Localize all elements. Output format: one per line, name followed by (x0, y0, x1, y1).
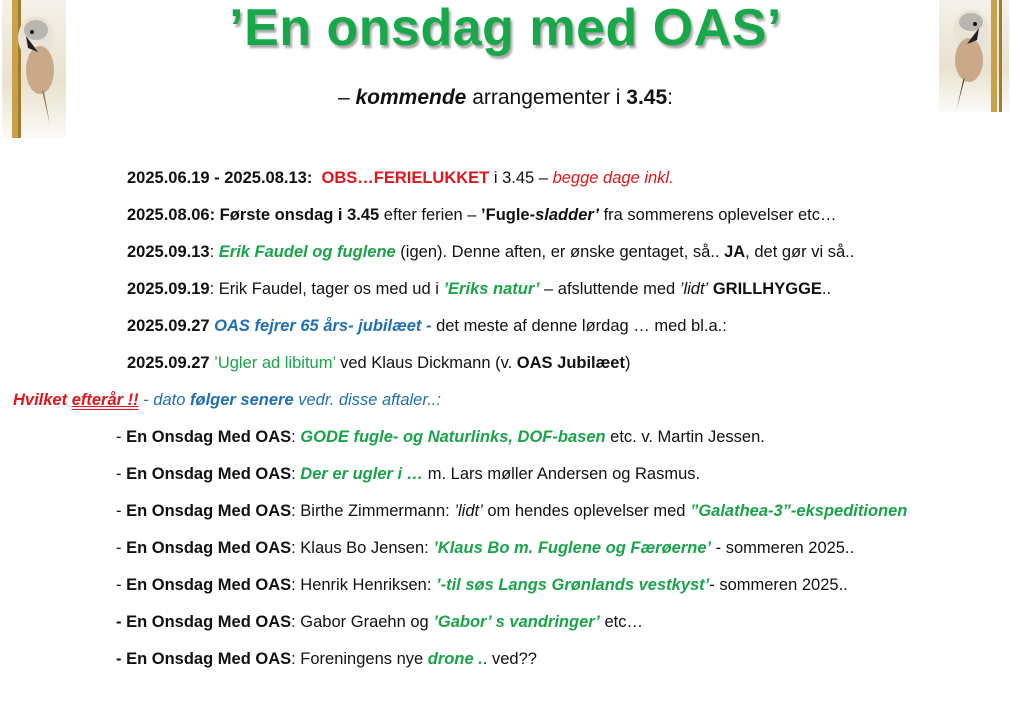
event-row: 2025.09.27 ’Ugler ad libitum’ ved Klaus Dickmann (v. OAS Jubilæet) (127, 354, 631, 372)
session-item: - En Onsdag Med OAS: Foreningens nye drone .. ved?? (116, 650, 537, 668)
session-item: - En Onsdag Med OAS: Der er ugler i … m. Lars møller Andersen og Rasmus. (116, 465, 701, 483)
session-item: - En Onsdag Med OAS: Birthe Zimmermann: ’lidt’ om hendes oplevelser med ”Galathea-3”-ekspeditionen (116, 502, 908, 520)
page-subtitle: – kommende arrangementer i 3.45: (337, 86, 674, 109)
session-item: - En Onsdag Med OAS: Gabor Graehn og ’Gabor’ s vandringer’ etc… (116, 613, 643, 631)
event-row: 2025.06.19 - 2025.08.13: OBS…FERIELUKKET i 3.45 – begge dage inkl. (127, 169, 674, 187)
event-row: 2025.09.19: Erik Faudel, tager os med ud i ’Eriks natur’ – afsluttende med ’lidt’ GRILLHYGGE.. (127, 280, 832, 298)
event-row: 2025.09.13: Erik Faudel og fuglene (igen). Denne aften, er ønske gentaget, så.. JA, det gør vi så.. (127, 243, 855, 261)
event-row: 2025.09.27 OAS fejrer 65 års- jubilæet - det meste af denne lørdag … med bl.a.: (127, 317, 727, 335)
later-heading: Hvilket efterår !! - dato følger senere vedr. disse aftaler..: (13, 391, 441, 409)
page-title: ’En onsdag med OAS’ (229, 0, 782, 57)
session-item: - En Onsdag Med OAS: GODE fugle- og Naturlinks, DOF-basen etc. v. Martin Jessen. (116, 428, 765, 446)
session-item: - En Onsdag Med OAS: Klaus Bo Jensen: ’Klaus Bo m. Fuglene og Færøerne’ - sommeren 2025.. (116, 539, 855, 557)
session-item: - En Onsdag Med OAS: Henrik Henriksen: ’-til søs Langs Grønlands vestkyst’- sommeren 2025.. (116, 576, 848, 594)
event-row: 2025.08.06: Første onsdag i 3.45 efter ferien – ’Fugle-sladder’ fra sommerens oplevelser etc… (127, 206, 837, 224)
